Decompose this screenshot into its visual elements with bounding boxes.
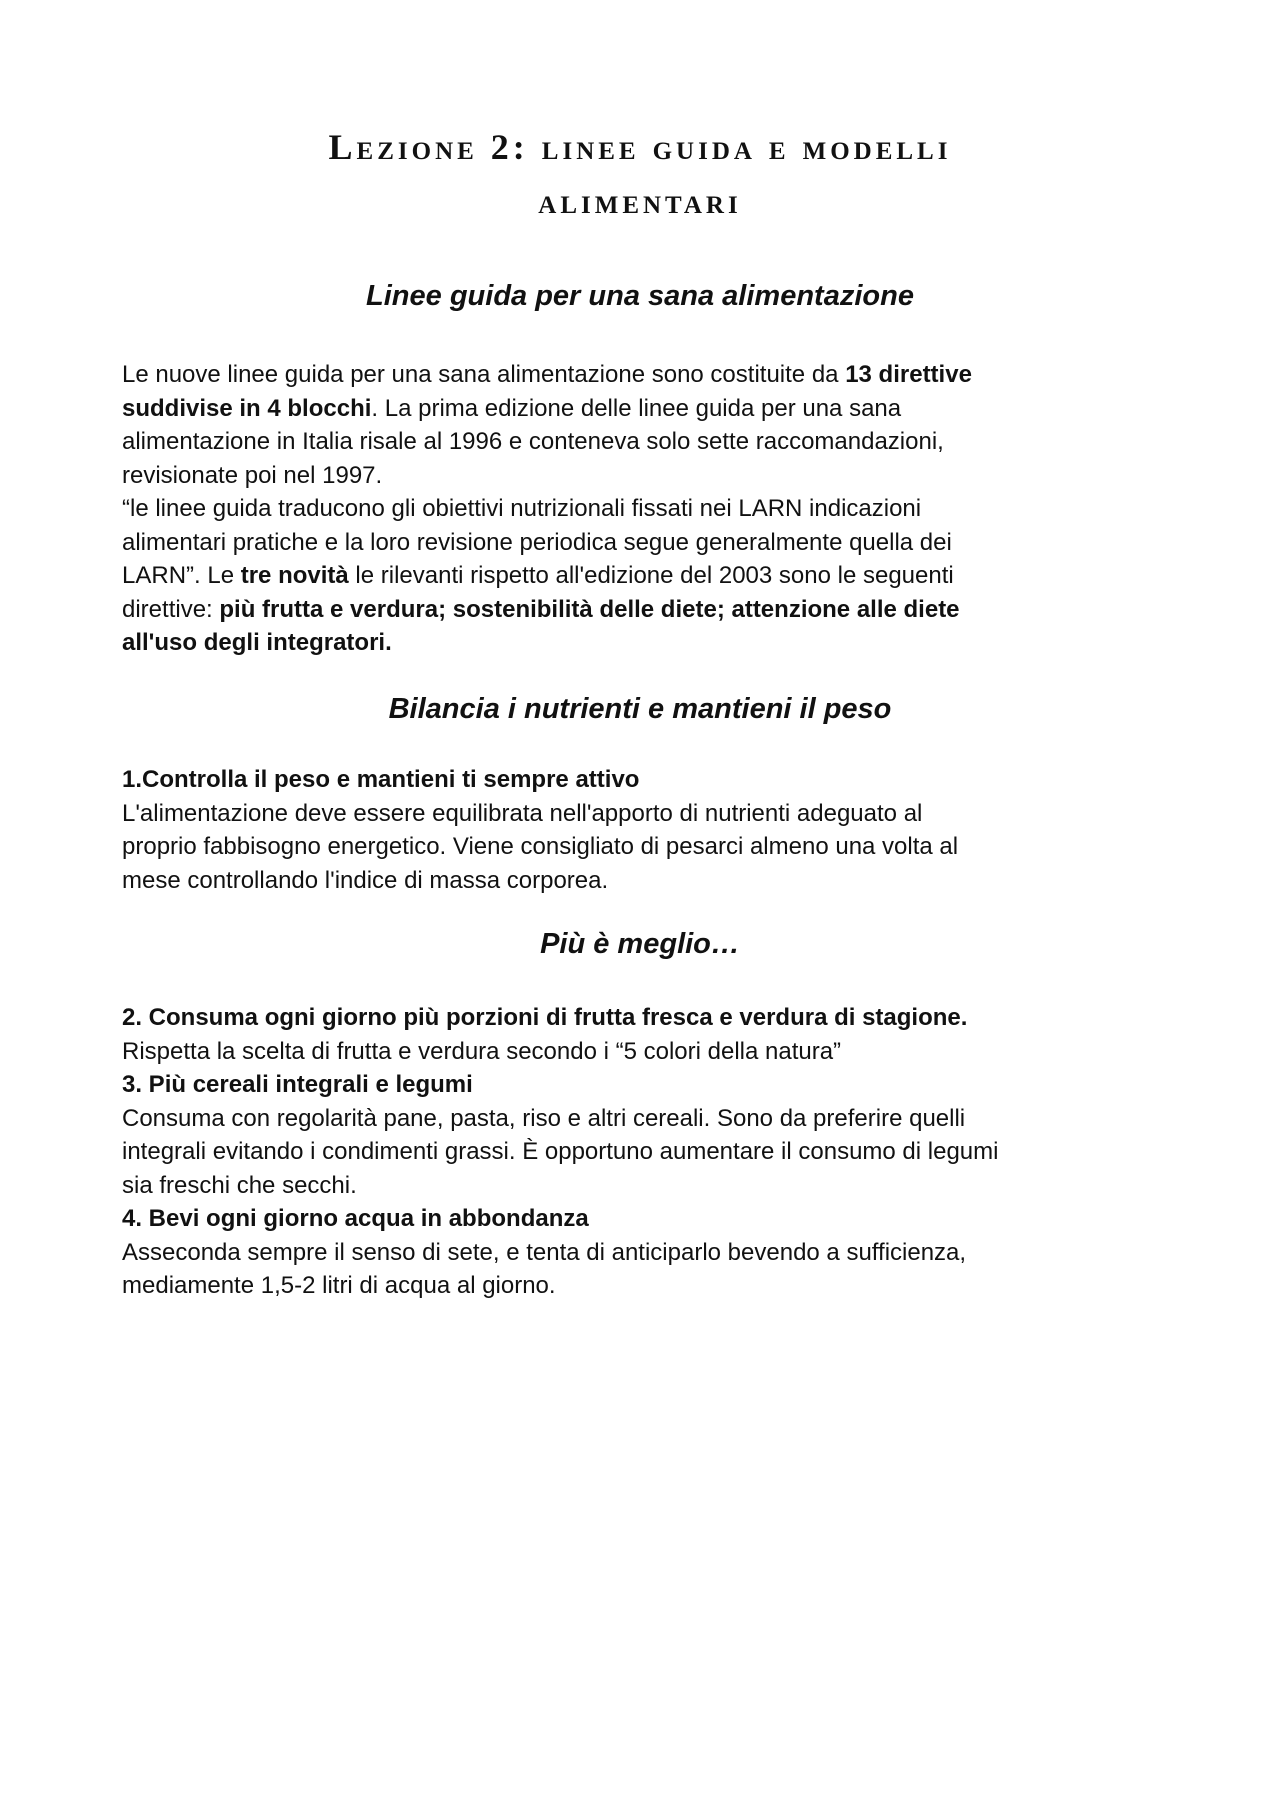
section-heading-piu-e-meglio: Più è meglio…: [540, 928, 740, 960]
directive-3-title: 3. Più cereali integrali e legumi: [122, 1071, 473, 1098]
page-title-line-1: Lezione 2: linee guida e modelli: [328, 127, 952, 167]
text-line: Consuma con regolarità pane, pasta, riso e altri cereali. Sono da preferire quelli: [122, 1104, 966, 1132]
text-line: [122, 763, 1182, 797]
text-line: “le linee guida traducono gli obiettivi nutrizionali fissati nei LARN indicazioni: [122, 495, 922, 522]
text-line: [122, 392, 1182, 426]
directive-2-title: 2. Consuma ogni giorno più porzioni di frutta fresca e verdura di stagione.: [122, 1004, 968, 1031]
text-line: [122, 1068, 1182, 1102]
text-line: [122, 1202, 1182, 1236]
text-run: Le nuove linee guida per una sana alimentazione sono costituite da: [122, 361, 846, 388]
text-line: Rispetta la scelta di frutta e verdura secondo i “5 colori della natura”: [122, 1037, 842, 1065]
text-line: [122, 1001, 1182, 1035]
directives-2-4: [122, 1001, 1182, 1303]
text-run: LARN”. Le: [122, 562, 241, 589]
directive-1-title: 1.Controlla il peso e mantieni ti sempre attivo: [122, 766, 640, 793]
directive-1: [122, 763, 1182, 897]
bold-text-run: tre novità: [240, 562, 349, 589]
text-line: [122, 559, 1182, 593]
bold-text-run: 13 direttive: [845, 361, 972, 388]
text-line: integrali evitando i condimenti grassi. È opportuno aumentare il consumo di legumi: [122, 1138, 999, 1165]
text-line: mediamente 1,5-2 litri di acqua al giorno.: [122, 1272, 556, 1299]
page-title-line-2: alimentari: [538, 181, 742, 221]
text-line: [122, 593, 1182, 627]
text-line: Asseconda sempre il senso di sete, e tenta di anticiparlo bevendo a sufficienza,: [122, 1238, 967, 1266]
text-line: [122, 358, 1182, 392]
text-run: le rilevanti rispetto all'edizione del 2003 sono le seguenti: [348, 562, 954, 589]
text-line: revisionate poi nel 1997.: [122, 461, 383, 489]
text-line: sia freschi che secchi.: [122, 1171, 357, 1199]
section-heading-linee-guida: Linee guida per una sana alimentazione: [366, 280, 914, 312]
text-line: proprio fabbisogno energetico. Viene consigliato di pesarci almeno una volta al: [122, 833, 959, 860]
text-run: . La prima edizione delle linee guida per una sana: [371, 394, 902, 422]
text-line: mese controllando l'indice di massa corporea.: [122, 866, 609, 894]
bold-text-run: più frutta e verdura; sostenibilità delle diete; attenzione alle diete: [219, 595, 960, 623]
text-line: L'alimentazione deve essere equilibrata nell'apporto di nutrienti adeguato al: [122, 799, 923, 827]
directive-4-title: 4. Bevi ogni giorno acqua in abbondanza: [122, 1205, 589, 1232]
text-run: direttive:: [122, 595, 220, 623]
section-heading-bilancia: Bilancia i nutrienti e mantieni il peso: [388, 693, 892, 725]
bold-text-run: suddivise in 4 blocchi: [122, 394, 372, 422]
bold-text-run: all'uso degli integratori.: [122, 629, 392, 656]
text-line: alimentari pratiche e la loro revisione periodica segue generalmente quella dei: [122, 528, 952, 556]
intro-paragraph: [122, 358, 1182, 660]
text-line: alimentazione in Italia risale al 1996 e conteneva solo sette raccomandazioni,: [122, 428, 944, 455]
text-line: [122, 626, 1182, 660]
